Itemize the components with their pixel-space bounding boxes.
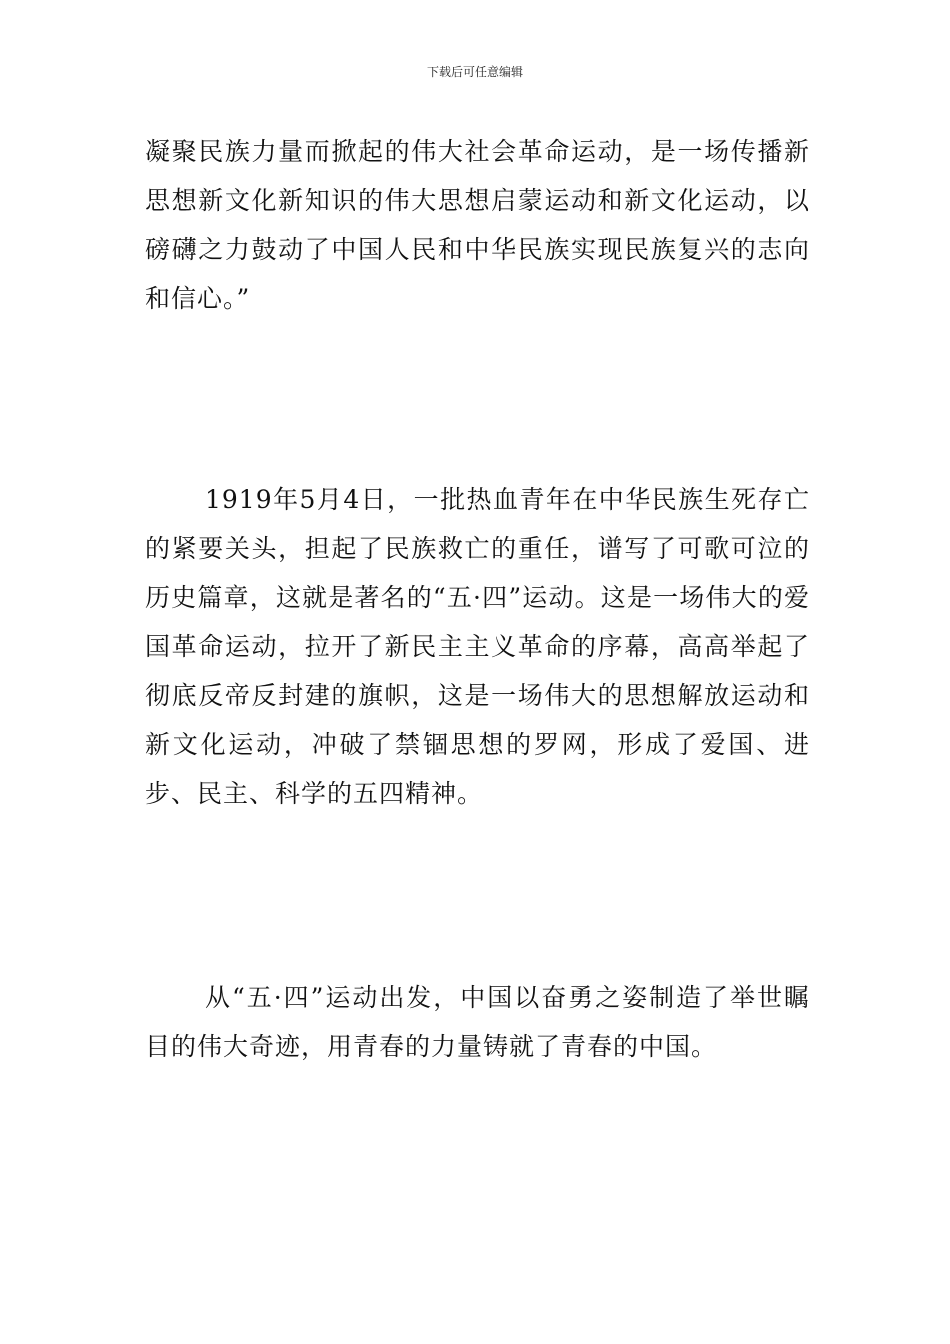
body-paragraph-3 [145, 973, 810, 1071]
body-paragraph-1 [145, 127, 810, 323]
paragraph-text: 凝聚民族力量而掀起的伟大社会革命运动，是一场传播新思想新文化新知识的伟大思想启蒙运动和新文化运动，以磅礴之力鼓动了中国人民和中华民族实现民族复兴的志向和信心。” [145, 137, 810, 313]
body-paragraph-2 [145, 475, 810, 818]
page-header-note: 下载后可任意编辑 [426, 65, 523, 79]
paragraph-text: 1919年5月4日，一批热血青年在中华民族生死存亡的紧要关头，担起了民族救亡的重任，谱写了可歌可泣的历史篇章，这就是著名的“五·四”运动。这是一场伟大的爱国革命运动，拉开了新民主主义革命的序幕，高高举起了彻底反帝反封建的旗帜，这是一场伟大的思想解放运动和新文化运动，冲破了禁锢思想的罗网，形成了爱国、进步、民主、科学的五四精神。 [145, 485, 810, 808]
paragraph-text: 从“五·四”运动出发，中国以奋勇之姿制造了举世瞩目的伟大奇迹，用青春的力量铸就了青春的中国。 [145, 983, 810, 1061]
